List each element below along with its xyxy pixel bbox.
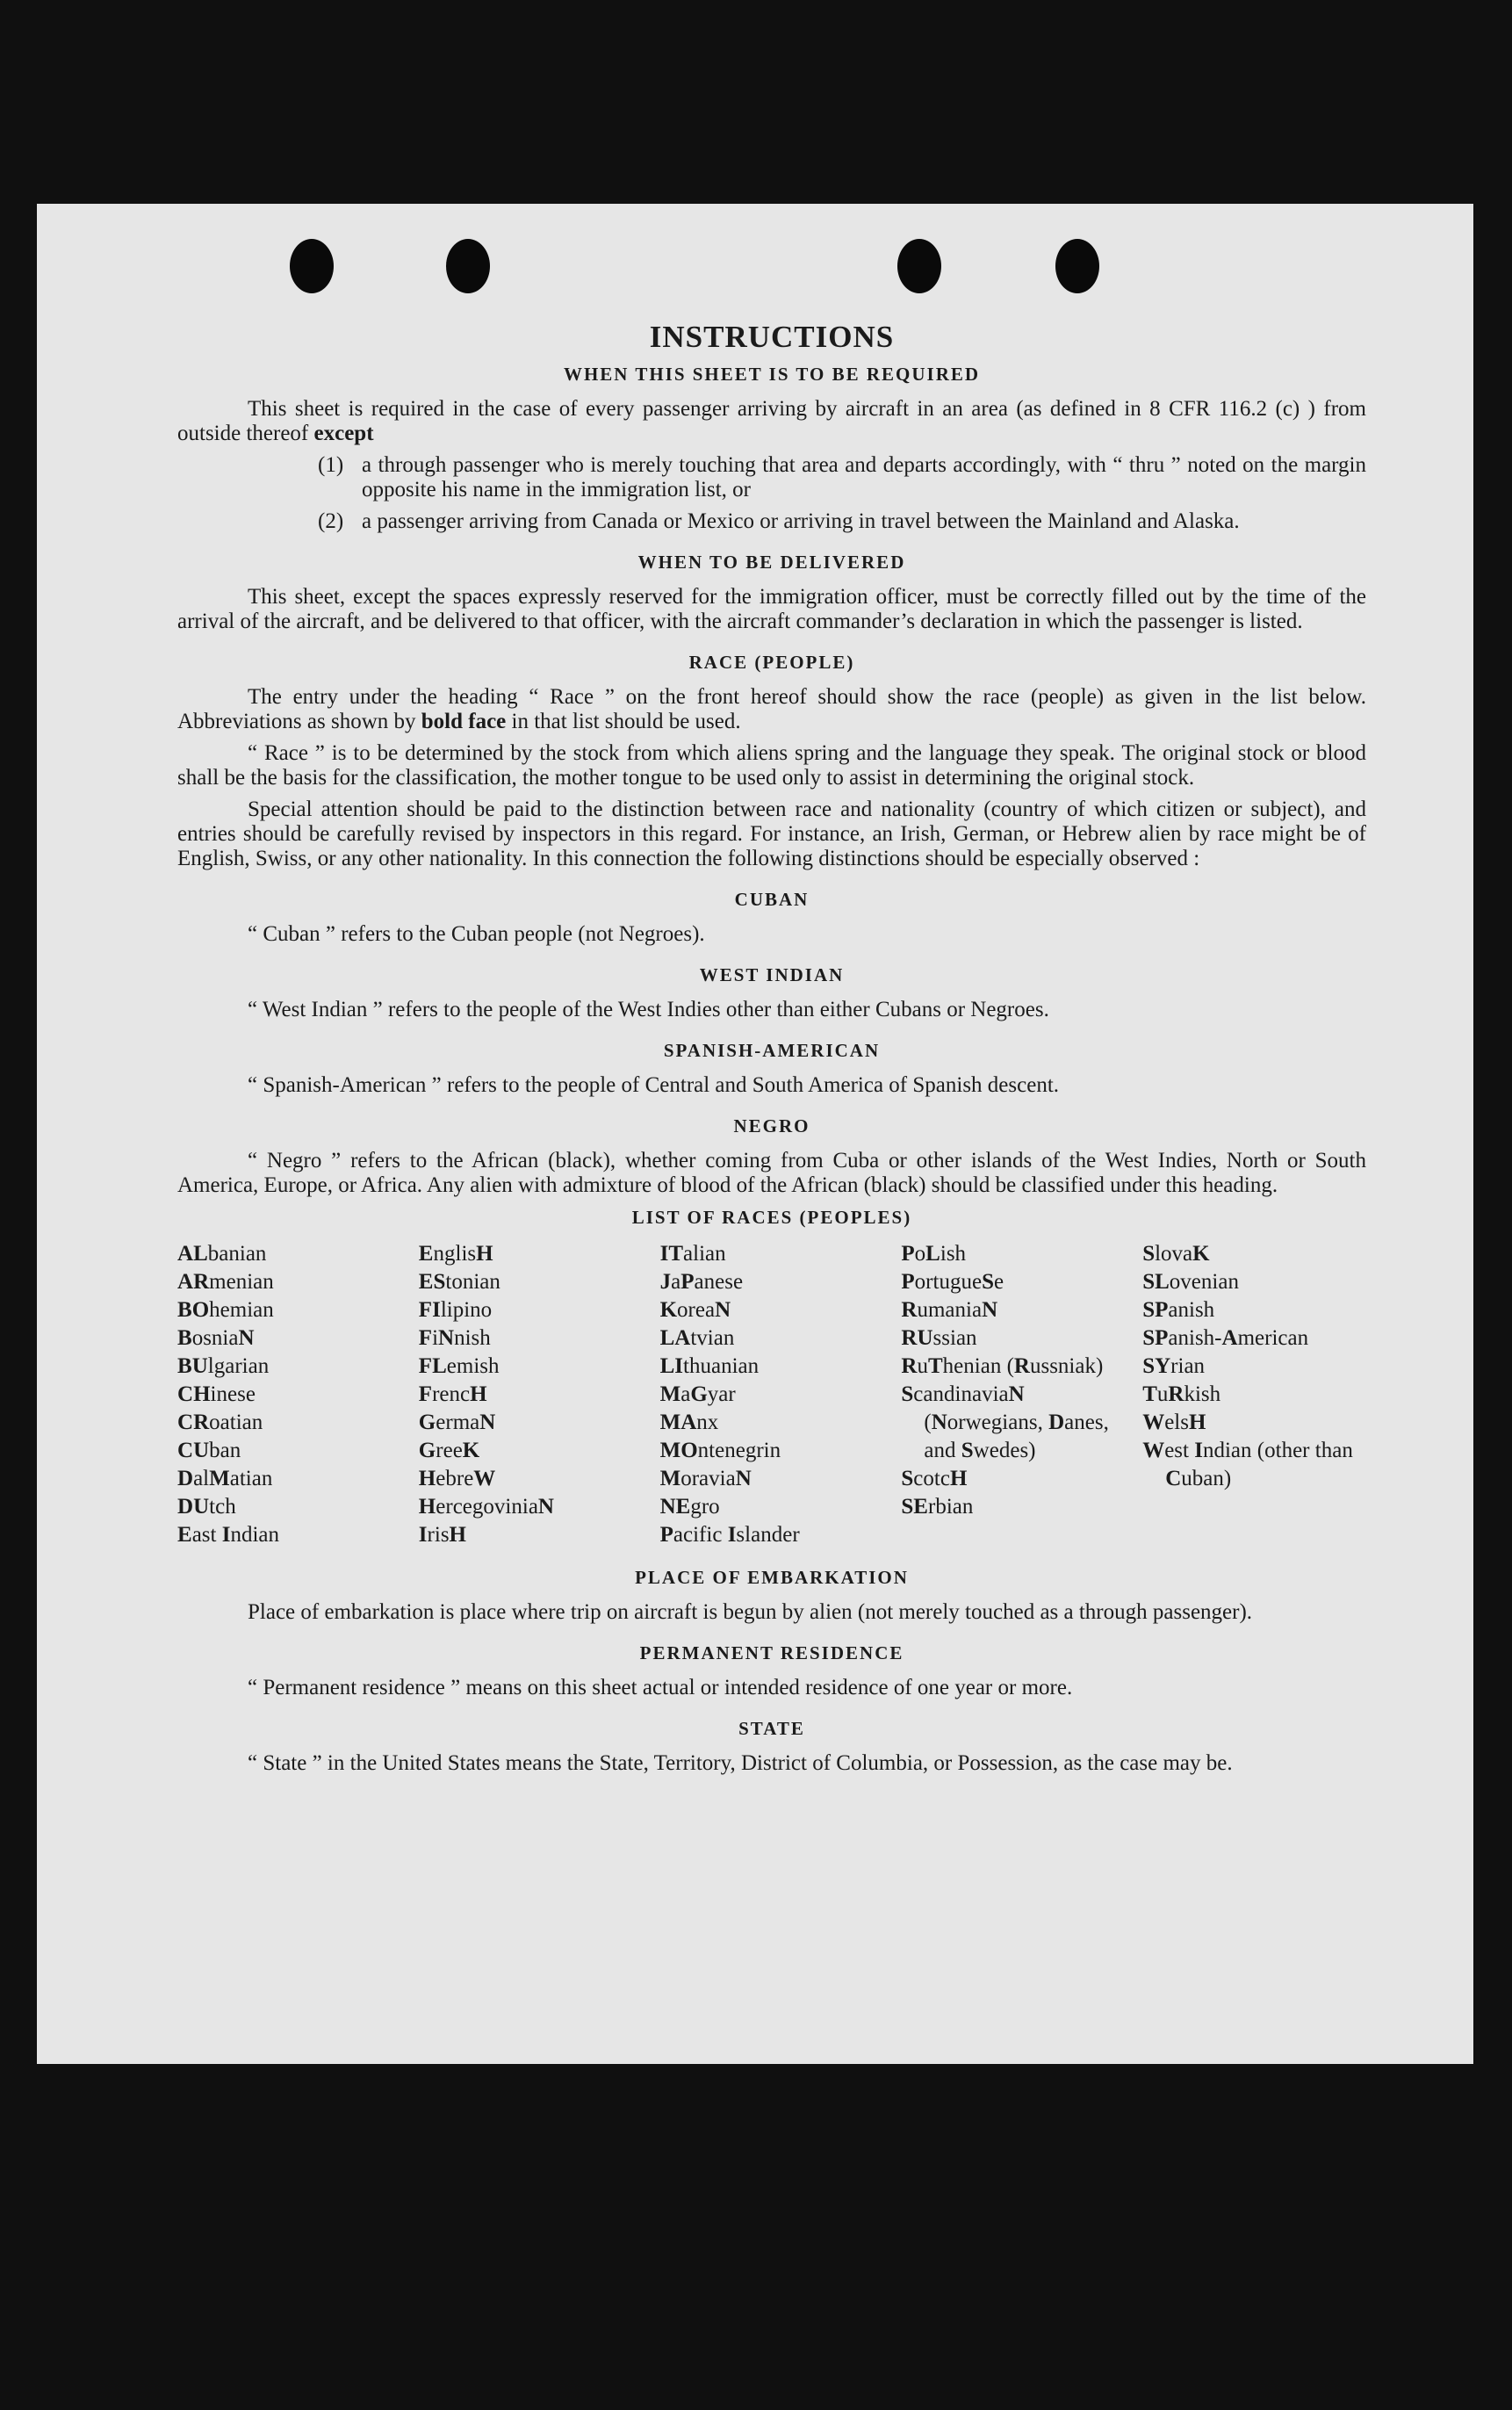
race-item: GreeK xyxy=(418,1439,480,1462)
when-required-intro: This sheet is required in the case of every passenger arriving by aircraft in an area (as defined in 8 CFR 116.2 (c) ) from outside thereof except xyxy=(177,397,1366,445)
race-item: JaPanese xyxy=(659,1270,744,1294)
races-column xyxy=(1142,1240,1366,1549)
race-item: RumaniaN xyxy=(901,1298,998,1322)
race-item: PoLish xyxy=(901,1242,967,1266)
race-item: SPanish xyxy=(1142,1298,1215,1322)
race-item: ScandinaviaN (Norwegians, Danes, and Swedes) xyxy=(901,1382,1109,1462)
section-heading-embarkation: PLACE OF EMBARKATION xyxy=(635,1567,909,1588)
section-heading-spanish-american: SPANISH-AMERICAN xyxy=(663,1040,881,1061)
race-item: EStonian xyxy=(418,1270,500,1294)
race-item: FiNnish xyxy=(418,1326,491,1350)
race-item: GermaN xyxy=(418,1411,496,1434)
race-item: East Indian xyxy=(177,1523,280,1547)
section-heading-when-required: WHEN THIS SHEET IS TO BE REQUIRED xyxy=(563,364,981,385)
race-item: SYrian xyxy=(1142,1354,1206,1378)
cuban-text: “ Cuban ” refers to the Cuban people (not Negroes). xyxy=(248,922,705,946)
races-column xyxy=(660,1240,884,1549)
section-heading-state: STATE xyxy=(738,1718,805,1739)
race-item: RuThenian (Russniak) xyxy=(901,1354,1104,1378)
race-item: SLovenian xyxy=(1142,1270,1239,1294)
race-item: HercegoviniaN xyxy=(418,1495,554,1519)
race-item: ScotcH xyxy=(901,1467,968,1490)
race-item: KoreaN xyxy=(659,1298,731,1322)
race-item: MAnx xyxy=(659,1411,719,1434)
section-heading-west-indian: WEST INDIAN xyxy=(699,964,845,985)
section-heading-cuban: CUBAN xyxy=(734,889,810,910)
race-item: CHinese xyxy=(177,1382,256,1406)
punch-hole xyxy=(290,239,334,293)
when-delivered-text: This sheet, except the spaces expressly reserved for the immigration officer, must be correctly filled out by the time of the arrival of the aircraft, and be delivered to that officer, with the aircraft commander’s declaration in which the passenger is listed. xyxy=(177,585,1366,633)
race-item: SlovaK xyxy=(1142,1242,1210,1266)
race-item: LAtvian xyxy=(659,1326,735,1350)
page-title: INSTRUCTIONS xyxy=(649,320,895,354)
race-item: CUban xyxy=(177,1439,241,1462)
race-item: West Indian (other than Cuban) xyxy=(1142,1439,1353,1490)
race-item: FLemish xyxy=(418,1354,500,1378)
punch-hole xyxy=(1055,239,1099,293)
race-item: ARmenian xyxy=(177,1270,274,1294)
exception-item: (1) a through passenger who is merely touching that area and departs accordingly, with “ thru ” noted on the margin opposite his name in the immigration list, or xyxy=(318,453,1366,501)
negro-text: “ Negro ” refers to the African (black), whether coming from Cuba or other islands of the West Indies, North or South America, Europe, or Africa. Any alien with admixture of blood of the African (black) should be classified under this heading. xyxy=(177,1149,1366,1197)
race-item: BUlgarian xyxy=(177,1354,270,1378)
race-item: FIlipino xyxy=(418,1298,493,1322)
section-heading-residence: PERMANENT RESIDENCE xyxy=(639,1642,904,1663)
race-item: IrisH xyxy=(418,1523,466,1547)
race-item: HebreW xyxy=(418,1467,496,1490)
residence-text: “ Permanent residence ” means on this sheet actual or intended residence of one year or more. xyxy=(248,1676,1073,1699)
race-item: NEgro xyxy=(659,1495,720,1519)
race-item: EnglisH xyxy=(418,1242,493,1266)
race-item: TuRkish xyxy=(1142,1382,1221,1406)
document-sheet xyxy=(37,204,1473,2064)
west-indian-text: “ West Indian ” refers to the people of the West Indies other than either Cubans or Negroes. xyxy=(248,998,1049,1021)
race-item: FrencH xyxy=(418,1382,487,1406)
race-paragraph-3: Special attention should be paid to the distinction between race and nationality (country of which citizen or subject), and entries should be carefully revised by inspectors in this regard. For instance, an Irish, German, or Hebrew alien by race might be of English, Swiss, or any other nationality. In this connection the following distinctions should be especially observed : xyxy=(177,797,1366,870)
race-item: LIthuanian xyxy=(659,1354,760,1378)
section-heading-race: RACE (PEOPLE) xyxy=(688,652,855,673)
race-item: CRoatian xyxy=(177,1411,263,1434)
race-item: SErbian xyxy=(901,1495,974,1519)
punch-hole xyxy=(897,239,941,293)
races-column xyxy=(901,1240,1125,1549)
race-item: BOhemian xyxy=(177,1298,274,1322)
race-item: BosniaN xyxy=(177,1326,255,1350)
section-heading-when-delivered: WHEN TO BE DELIVERED xyxy=(637,552,906,573)
section-heading-negro: NEGRO xyxy=(733,1115,810,1136)
race-item: PortugueSe xyxy=(901,1270,1004,1294)
race-item: DUtch xyxy=(177,1495,236,1519)
punch-hole xyxy=(446,239,490,293)
race-paragraph-2: “ Race ” is to be determined by the stock from which aliens spring and the language they speak. The original stock or blood shall be the basis for the classification, the mother tongue to be used only to assist in determining the original stock. xyxy=(177,741,1366,790)
race-paragraph-1: The entry under the heading “ Race ” on the front hereof should show the race (people) as given in the list below. Abbreviations as shown by bold face in that list should be used. xyxy=(177,685,1366,733)
exception-item: (2) a passenger arriving from Canada or Mexico or arriving in travel between the Mainland and Alaska. xyxy=(318,509,1240,533)
race-item: MOntenegrin xyxy=(659,1439,781,1462)
race-item: MoraviaN xyxy=(659,1467,752,1490)
races-list xyxy=(177,1240,1366,1549)
race-item: MaGyar xyxy=(659,1382,736,1406)
spanish-american-text: “ Spanish-American ” refers to the people of Central and South America of Spanish descent. xyxy=(248,1073,1060,1097)
race-item: ALbanian xyxy=(177,1242,267,1266)
races-column xyxy=(419,1240,643,1549)
races-column xyxy=(177,1240,401,1549)
state-text: “ State ” in the United States means the State, Territory, District of Columbia, or Possession, as the case may be. xyxy=(248,1751,1233,1775)
race-item: Pacific Islander xyxy=(659,1523,800,1547)
race-item: WelsH xyxy=(1142,1411,1206,1434)
race-item: SPanish-American xyxy=(1142,1326,1309,1350)
race-item: ITalian xyxy=(659,1242,726,1266)
section-heading-races-list: LIST OF RACES (PEOPLES) xyxy=(631,1207,912,1228)
instructions-content xyxy=(177,320,1366,1783)
race-item: DalMatian xyxy=(177,1467,273,1490)
embarkation-text: Place of embarkation is place where trip on aircraft is begun by alien (not merely touched as a through passenger). xyxy=(248,1600,1253,1624)
race-item: RUssian xyxy=(901,1326,977,1350)
